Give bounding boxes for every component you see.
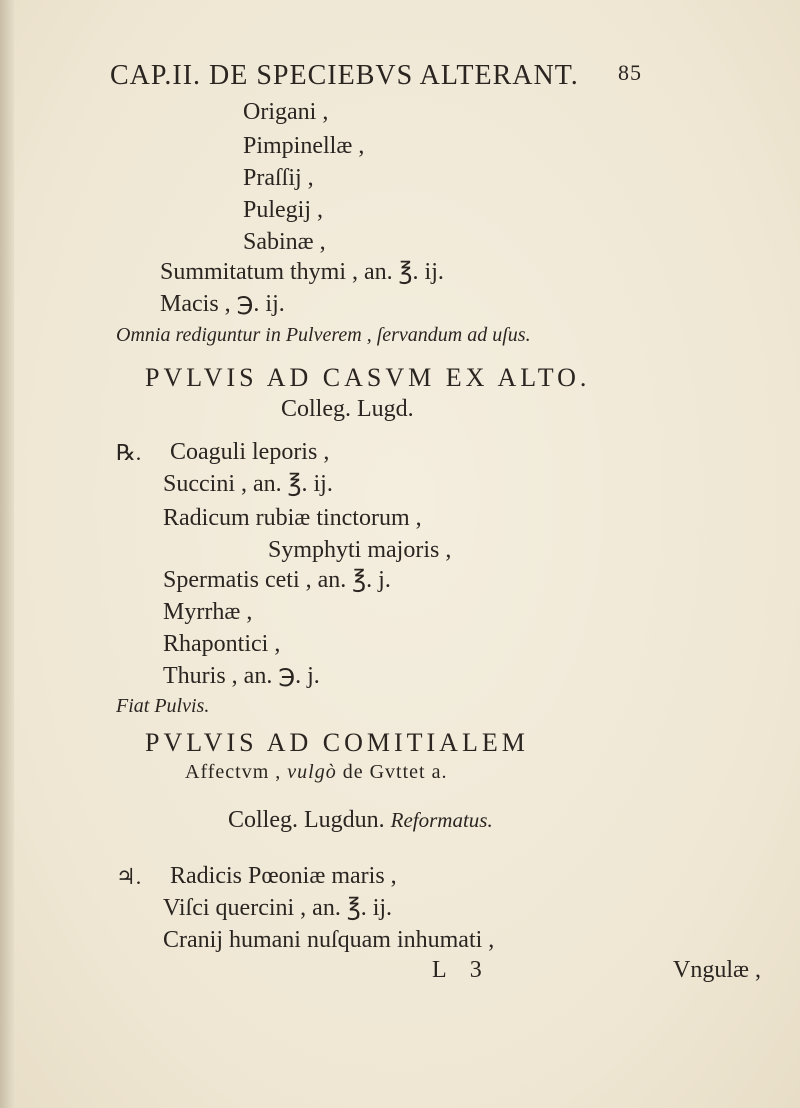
section1-title: PVLVIS AD CASVM EX ALTO. (145, 363, 591, 392)
subtitle-part: de Gvttet a. (342, 761, 448, 783)
subtitle-part: Affectvm , (185, 761, 282, 783)
recipe2-line: Thuris , an. ℈. j. (163, 663, 320, 689)
recipe1-line: Macis , ℈. ij. (160, 291, 285, 317)
catchword: Vngulæ , (673, 957, 762, 983)
section1-source: Colleg. Lugd. (281, 396, 414, 422)
recipe1-line: Origani , (243, 99, 329, 125)
source-text: Reformatus. (390, 808, 493, 832)
recipe2-line: Radicum rubiæ tinctorum , (163, 505, 422, 531)
recipe1-line: Summitatum thymi , an. ℥. ij. (160, 259, 444, 285)
recipe-symbol: ♃. (116, 864, 142, 889)
page-number: 85 (618, 60, 642, 85)
recipe2-line: Symphyti majoris , (268, 537, 452, 563)
subtitle-part: vulgò (287, 761, 337, 783)
section2-source (228, 808, 493, 832)
running-header (110, 60, 642, 91)
section2-title: PVLVIS AD COMITIALEM (145, 728, 529, 757)
recipe1-line: Praſſij , (243, 165, 314, 191)
page-gutter (0, 0, 14, 1108)
header-title: CAP.II. DE SPECIEBVS ALTERANT. (110, 60, 579, 91)
recipe1-line: Sabinæ , (243, 229, 326, 255)
section2-subtitle (185, 762, 447, 782)
recipe2-line: Coaguli leporis , (170, 439, 330, 465)
recipe1-instruction: Omnia rediguntur in Pulverem , ſervandum ad uſus. (116, 324, 531, 346)
recipe2-line: Rhapontici , (163, 631, 281, 657)
recipe3-line: Radicis Pœoniæ maris , (170, 863, 397, 889)
recipe2-line: Succini , an. ℥. ij. (163, 471, 333, 497)
recipe-symbol: ℞. (116, 440, 142, 465)
source-text: Colleg. Lugdun. (228, 807, 385, 833)
recipe3-line: Viſci quercini , an. ℥. ij. (163, 895, 393, 921)
recipe1-line: Pimpinellæ , (243, 133, 365, 159)
recipe1-line: Pulegij , (243, 197, 324, 223)
recipe2-line: Spermatis ceti , an. ℥. j. (163, 567, 391, 593)
recipe2-instruction: Fiat Pulvis. (116, 695, 210, 717)
signature-mark: L 3 (432, 957, 482, 983)
recipe2-line: Myrrhæ , (163, 599, 253, 625)
recipe3-line: Cranij humani nuſquam inhumati , (163, 927, 495, 953)
